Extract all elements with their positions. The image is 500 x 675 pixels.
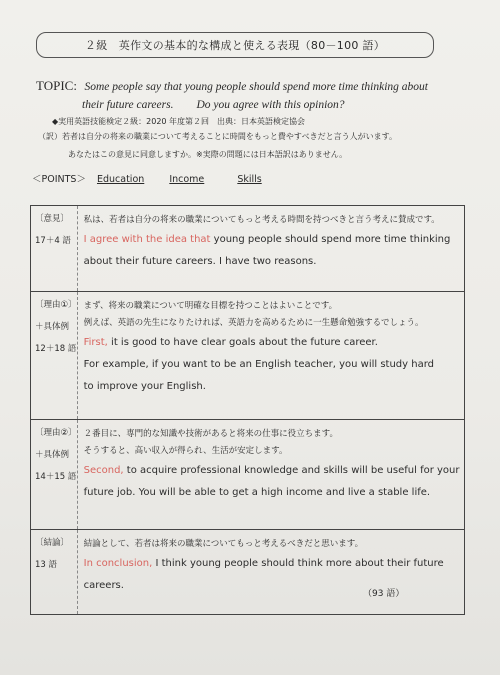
section-reason-2 xyxy=(31,420,465,530)
key-phrase: Second, xyxy=(83,465,124,476)
source-note: ◆実用英語技能検定２級：2020 年度第２回 出典：日本英語検定協会 xyxy=(52,117,306,126)
section-content xyxy=(77,206,464,292)
jp-sentence: 私は、若者は自分の将来の職業についてもっと考える時間を持つべきと言う考えに賛成です。 xyxy=(83,215,440,225)
en-sentence: about their future careers. I have two reasons. xyxy=(83,256,317,267)
total-word-count: （93 語） xyxy=(363,589,405,599)
section-content xyxy=(77,292,464,420)
en-sentence: to improve your English. xyxy=(83,381,206,392)
section-word-count: 12＋18 語 xyxy=(35,344,77,354)
translation-line-1: （訳）若者は自分の将来の職業について考えることに時間をもっと費やすべきだと言う人がいます。 xyxy=(38,132,398,141)
section-label xyxy=(31,206,78,292)
section-opinion xyxy=(31,206,465,292)
en-sentence: future job. You will be able to get a high income and live a stable life. xyxy=(83,487,431,498)
jp-sentence: そうすると、高い収入が得られ、生活が安定します。 xyxy=(83,446,288,456)
translation-line-2: あなたはこの意見に同意しますか。※実際の問題には日本語訳はありません。 xyxy=(68,150,348,159)
point-skills: Skills xyxy=(237,174,262,185)
en-sentence: careers. xyxy=(83,580,124,591)
section-heading: 〔理由②〕 xyxy=(35,428,77,438)
en-sentence: For example, if you want to be an English teacher, you will study hard xyxy=(83,359,434,370)
points-label: ＜POINTS＞ xyxy=(32,174,86,185)
en-text: I think young people should think more about their future xyxy=(152,558,444,569)
section-label xyxy=(31,292,78,420)
en-sentence xyxy=(84,553,460,575)
jp-sentence: ２番目に、専門的な知識や技術があると将来の仕事に役立ちます。 xyxy=(83,429,338,439)
jp-sentence: まず、将来の職業について明確な目標を持つことはよいことです。 xyxy=(83,301,338,311)
topic-question-2: their future careers. Do you agree with this opinion? xyxy=(82,99,345,111)
jp-sentence: 結論として、若者は将来の職業についてもっと考えるべきだと思います。 xyxy=(83,539,364,549)
section-word-count: 14＋15 語 xyxy=(35,472,77,482)
essay-structure-table xyxy=(30,205,465,615)
section-heading: 〔理由①〕 xyxy=(35,300,77,310)
en-sentence xyxy=(84,229,460,251)
key-phrase: First, xyxy=(83,337,108,348)
en-text: young people should spend more time thinking xyxy=(210,234,451,245)
section-reason-1 xyxy=(31,292,465,420)
points-row xyxy=(32,171,262,185)
section-word-count: 13 語 xyxy=(35,560,58,570)
jp-sentence: 例えば、英語の先生になりたければ、英語力を高めるために一生懸命勉強するでしょう。 xyxy=(83,318,424,328)
en-text: to acquire professional knowledge and skills will be useful for your xyxy=(123,465,460,476)
point-income: Income xyxy=(169,174,205,185)
point-education: Education xyxy=(96,174,145,185)
topic-question-1: Some people say that young people should spend more time thinking about xyxy=(84,81,428,93)
en-sentence xyxy=(84,460,460,482)
section-subheading: ＋具体例 xyxy=(35,450,70,460)
section-label xyxy=(31,530,78,615)
key-phrase: In conclusion, xyxy=(83,558,153,569)
topic-line-1 xyxy=(36,78,428,94)
en-sentence xyxy=(84,332,460,354)
section-content xyxy=(77,530,464,615)
section-subheading: ＋具体例 xyxy=(35,322,70,332)
section-word-count: 17＋4 語 xyxy=(35,236,71,246)
section-content xyxy=(77,420,464,530)
title-text: ２級 英作文の基本的な構成と使える表現（80－100 語） xyxy=(84,39,386,52)
page-title xyxy=(36,32,434,58)
section-label xyxy=(31,420,78,530)
section-conclusion xyxy=(31,530,465,615)
section-heading: 〔結論〕 xyxy=(35,538,70,548)
key-phrase: I agree with the idea that xyxy=(83,234,211,245)
topic-label: TOPIC: xyxy=(36,78,77,93)
en-text: it is good to have clear goals about the future career. xyxy=(107,337,378,348)
section-heading: 〔意見〕 xyxy=(35,214,70,224)
